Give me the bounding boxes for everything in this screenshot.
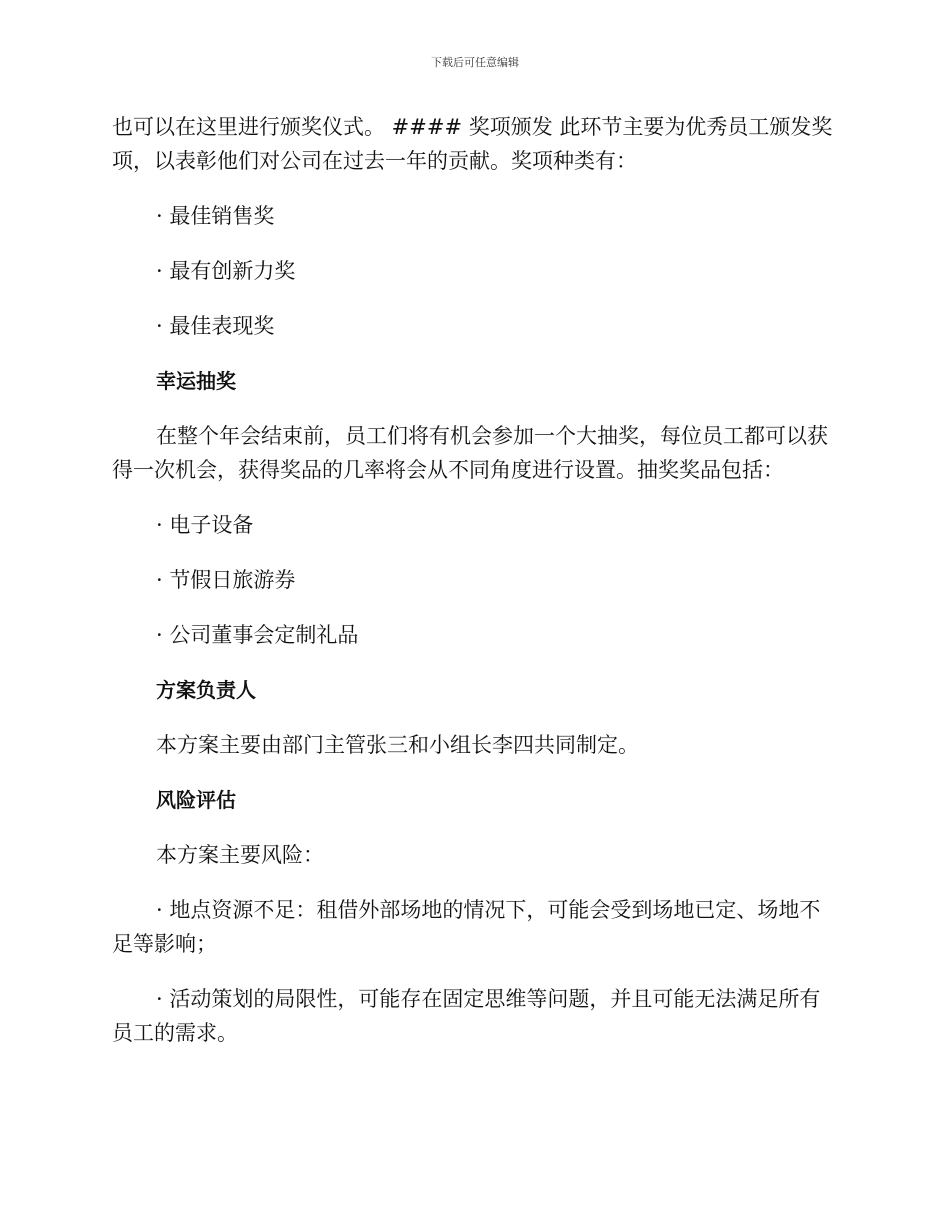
document-body <box>112 110 840 1071</box>
prize-item: · 电子设备 <box>156 513 254 537</box>
award-item: · 最有创新力奖 <box>156 259 296 283</box>
section-heading-lottery: 幸运抽奖 <box>156 369 236 393</box>
prize-item: · 节假日旅游券 <box>156 568 296 592</box>
lottery-paragraph: 在整个年会结束前，员工们将有机会参加一个大抽奖，每位员工都可以获得一次机会，获得奖品的几率将会从不同角度进行设置。抽奖奖品包括： <box>112 424 828 482</box>
risk-item: · 地点资源不足：租借外部场地的情况下，可能会受到场地已定、场地不足等影响； <box>112 898 821 956</box>
page-header: 下载后可任意编辑 <box>431 56 519 69</box>
section-heading-owner: 方案负责人 <box>156 678 256 702</box>
award-item: · 最佳表现奖 <box>156 314 275 338</box>
risk-item: · 活动策划的局限性，可能存在固定思维等问题，并且可能无法满足所有员工的需求。 <box>112 987 821 1045</box>
intro-paragraph: 也可以在这里进行颁奖仪式。 #### 奖项颁发 此环节主要为优秀员工颁发奖项，以表彰他们对公司在过去一年的贡献。奖项种类有： <box>112 115 833 173</box>
prize-item: · 公司董事会定制礼品 <box>156 623 359 647</box>
owner-paragraph: 本方案主要由部门主管张三和小组长李四共同制定。 <box>156 733 639 757</box>
risk-intro-paragraph: 本方案主要风险： <box>156 843 324 867</box>
section-heading-risk: 风险评估 <box>156 788 236 812</box>
award-item: · 最佳销售奖 <box>156 204 275 228</box>
